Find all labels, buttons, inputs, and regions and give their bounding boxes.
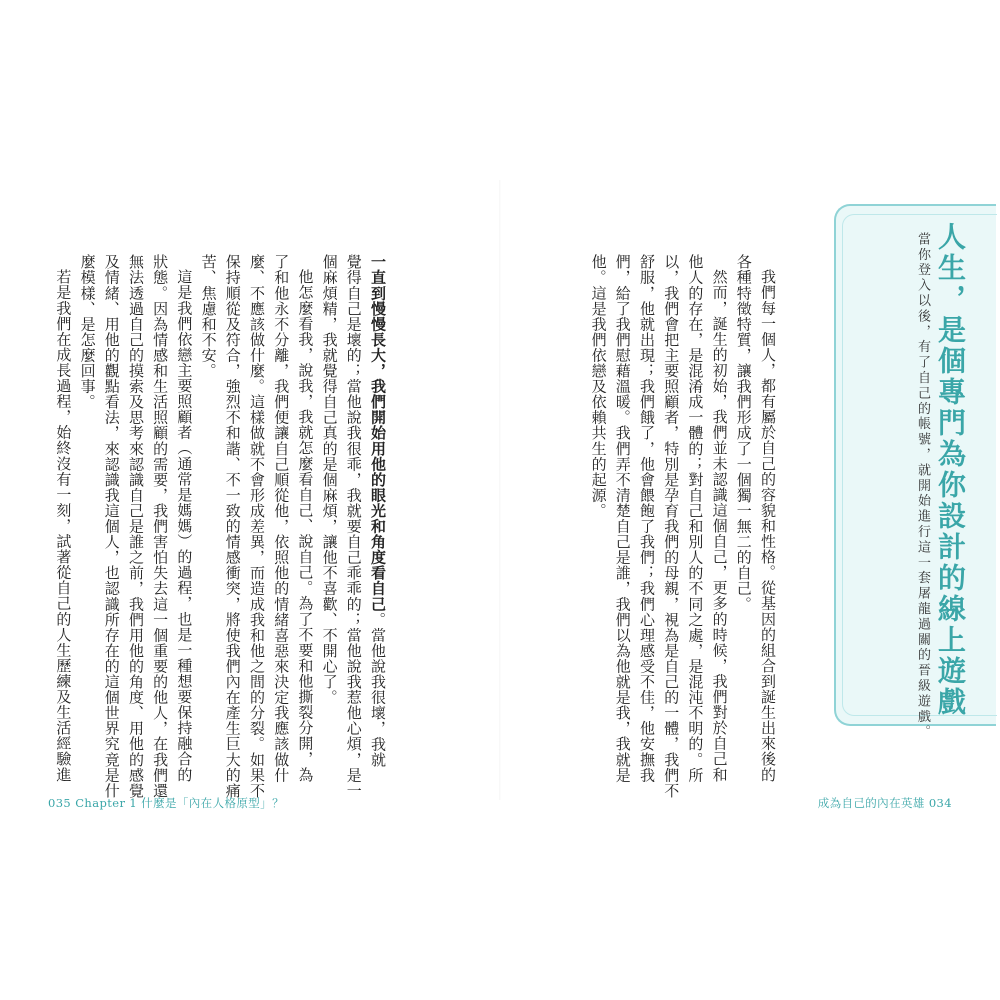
left-body-line-rest: 。當他說我很壞，我就 <box>369 611 387 768</box>
left-page-footer: 035 Chapter 1 什麼是「內在人格原型」？ <box>48 796 284 810</box>
left-body-line: 覺得自己是壞的；當他說我很乖，我就要自己乖乖的；當他說我惹他心煩，是一 <box>344 254 363 799</box>
right-body-line: 以，我們會把主要照顧者，特別是孕育我們的母親，視為是自己的一體，我們不 <box>662 254 681 799</box>
left-body-line: 若是我們在成長過程，始終沒有一刻，試著從自己的人生歷練及生活經驗進 <box>54 269 73 783</box>
right-body-line: 舒服，他就出現；我們餓了，他會餵飽了我們；我們心理感受不佳，他安撫我 <box>637 254 656 783</box>
callout-text: 當你登入以後，有了自己的帳號，就開始進行這一套屠龍過關的晉級遊戲。 <box>915 232 930 741</box>
right-body-line: 們，給了我們慰藉溫暖。我們弄不清楚自己是誰，我們以為他就是我，我就是 <box>613 254 632 783</box>
left-body-line: 保持順從及符合，強烈不和諧、不一致的情感衝突，將使我們內在產生巨大的痛 <box>223 254 242 799</box>
left-body-line: 個麻煩精，我就覺得自己真的是個麻煩，讓他不喜歡、不開心了。 <box>320 254 339 705</box>
left-body-line: 了和他永不分離，我們便讓自己順從他，依照他的情緒喜惡來決定我應該做什 <box>272 254 291 783</box>
right-body-line: 各種特徵特質，讓我們形成了一個獨一無二的自己。 <box>734 254 753 612</box>
left-body-line: 這是我們依戀主要照顧者（通常是媽媽）的過程，也是一種想要保持融合的 <box>175 269 194 783</box>
right-body-line: 我們每一個人，都有屬於自己的容貌和性格。從基因的組合到誕生出來後的 <box>759 269 777 783</box>
page-gutter <box>499 180 501 800</box>
left-page-body <box>51 254 390 799</box>
left-body-line: 麼模樣、是怎麼回事。 <box>78 254 97 410</box>
left-body-line: 麼、不應該做什麼。這樣做就不會形成差異，而造成我和他之間的分裂。如果不 <box>247 254 266 799</box>
callout-box <box>834 204 996 741</box>
left-body-line: 他怎麼看我，說我，我就怎麼看自己、說自己。為了不要和他撕裂分開，為 <box>296 269 315 783</box>
left-body-line: 苦、焦慮和不安。 <box>199 254 218 379</box>
left-body-bold-phrase: 一直到慢慢長大，我們開始用他的眼光和角度看自己 <box>369 254 387 612</box>
right-page-body <box>586 254 780 799</box>
left-body-line: 狀態。因為情感和生活照顧的需要，我們害怕失去這一個重要的他人，在我們還 <box>151 254 170 799</box>
right-page-footer: 成為自己的內在英雄 034 <box>817 796 952 810</box>
right-body-line: 然而，誕生的初始，我們並未認識這個自己，更多的時候，我們對於自己和 <box>710 269 729 783</box>
left-body-line: 及情緒、用他的觀點看法，來認識我這個人，也認識所存在的這個世界究竟是什 <box>102 254 121 799</box>
left-body-line <box>366 254 390 768</box>
right-body-line: 他。這是我們依戀及依賴共生的起源。 <box>589 254 608 519</box>
left-body-line: 無法透過自己的摸索及思考來認識自己是誰之前，我們用他的角度、用他的感覺 <box>126 254 145 799</box>
callout-title: 人生，是個專門為你設計的線上遊戲 <box>934 222 967 718</box>
right-body-line: 他人的存在，是混淆成一體的；對自己和別人的不同之處，是混沌不明的。所 <box>686 254 705 783</box>
